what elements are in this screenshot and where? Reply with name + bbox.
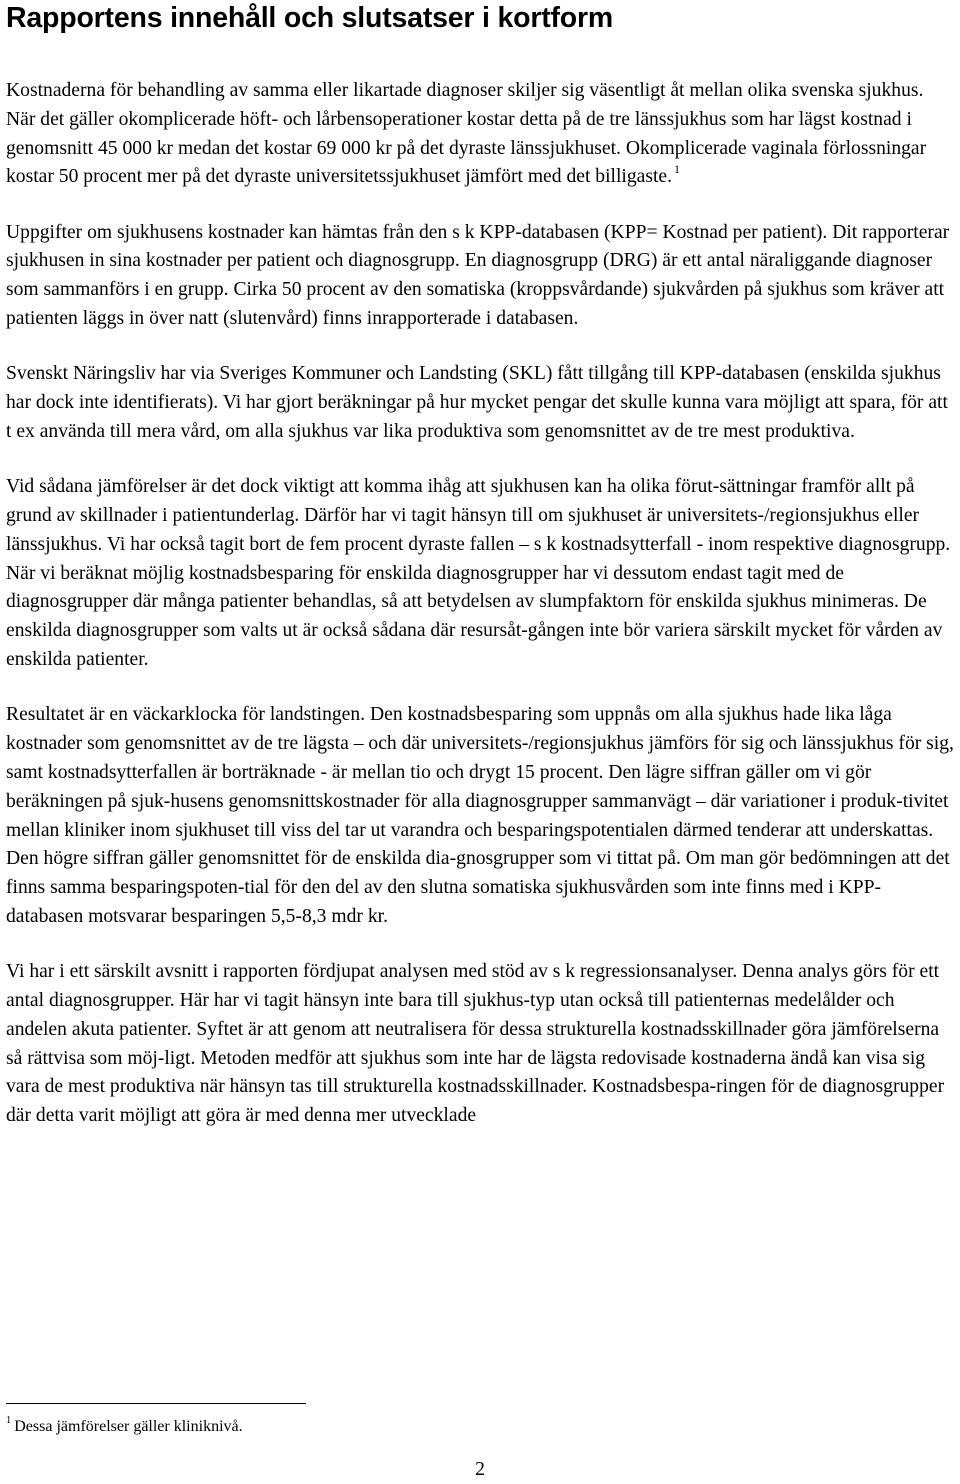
paragraph-2: Uppgifter om sjukhusens kostnader kan hämtas från den s k KPP-databasen (KPP= Kostnad per patient). Dit rapporterar sjukhusen in sina kostnader per patient och diagnosgrupp. En diagnosgrupp (DRG) är ett antal näraliggande diagnoser som sammanförs i en grupp. Cirka 50 procent av den somatiska (kroppsvårdande) sjukvården på sjukhus som kräver att patienten läggs in över natt (slutenvård) finns inrapporterade i databasen. [6, 221, 950, 330]
paragraph-4: Vid sådana jämförelser är det dock viktigt att komma ihåg att sjukhusen kan ha olika förut-sättningar framför allt på grund av skillnader i patientunderlag. Därför har vi tagit hänsyn till om sjukhuset är universitets-/regionsjukhus eller länssjukhus. Vi har också tagit bort de fem procent dyraste fallen – s k kostnadsytterfall - inom respektive diagnosgrupp. När vi beräknat möjlig kostnadsbesparing för enskilda diagnosgrupper har vi dessutom endast tagit med de diagnosgrupper där många patienter behandlas, så att betydelsen av slumpfaktorn för enskilda sjukhus minimeras. De enskilda diagnosgrupper som valts ut är också sådana där resursåt-gången inte bör variera särskilt mycket för vården av enskilda patienter. [6, 476, 951, 671]
footnote-divider [6, 1403, 306, 1404]
body-text [6, 77, 956, 1131]
paragraph-5: Resultatet är en väckarklocka för landstingen. Den kostnadsbesparing som uppnås om alla sjukhus hade lika låga kostnader som genomsnittet av de tre lägsta – och där universitets-/regionsjukhus jämförs för sig och länssjukhus för sig, samt kostnadsytterfallen är borträknade - är mellan tio och drygt 15 procent. Den lägre siffran gäller om vi gör beräkningen på sjuk-husens genomsnittskostnader för alla diagnosgrupper sammanvägt – där variationer i produk-tivitet mellan kliniker inom sjukhuset till viss del tar ut varandra och besparingspotentialen därmed tenderar att underskattas. Den högre siffran gäller genomsnittet för de enskilda dia-gnosgrupper som vi tittat på. Om man gör bedömningen att det finns samma besparingspoten-tial för den del av den slutna somatiska sjukhusvården som inte finns med i KPP-databasen motsvarar besparingen 5,5-8,3 mdr kr. [6, 704, 954, 927]
paragraph-3: Svenskt Näringsliv har via Sveriges Kommuner och Landsting (SKL) fått tillgång till KPP-databasen (enskilda sjukhus har dock inte identifierats). Vi har gjort beräkningar på hur mycket pengar det skulle kunna vara möjligt att spara, för att t ex använda till mera vård, om alla sjukhus var lika produktiva som genomsnittet av de tre mest produktiva. [6, 363, 948, 442]
footnote [6, 1417, 243, 1437]
page-title: Rapportens innehåll och slutsatser i kortform [6, 2, 614, 34]
paragraph-1-text: Kostnaderna för behandling av samma eller likartade diagnoser skiljer sig väsentligt åt mellan olika svenska sjukhus. När det gäller okomplicerade höft- och lårbensoperationer kostar detta på de tre länssjukhus som har lägst kostnad i genomsnitt 45 000 kr medan det kostar 69 000 kr på det dyraste länssjukhuset. Okomplicerade vaginala förlossningar kostar 50 procent mer på det dyraste universitetssjukhuset jämfört med det billigaste. [6, 80, 927, 188]
document-page [6, 0, 956, 1131]
page-number: 2 [475, 1459, 485, 1480]
paragraph-6: Vi har i ett särskilt avsnitt i rapporten fördjupat analysen med stöd av s k regressionsanalyser. Denna analys görs för ett antal diagnosgrupper. Här har vi tagit hänsyn inte bara till sjukhus-typ utan också till patienternas medelålder och andelen akuta patienter. Syftet är att genom att neutralisera för dessa strukturella kostnadsskillnader göra jämförelserna så rättvisa som möj-ligt. Metoden medför att sjukhus som inte har de lägsta redovisade kostnaderna ändå kan visa sig vara de mest produktiva när hänsyn tas till strukturella kostnadsskillnader. Kostnadsbespa-ringen för de diagnosgrupper där detta varit möjligt att göra är med denna mer utvecklade [6, 961, 945, 1127]
footnote-reference: 1 [674, 162, 681, 177]
footnote-number: 1 [6, 1415, 12, 1426]
paragraph-1 [6, 77, 956, 192]
footnote-text: Dessa jämförelser gäller kliniknivå. [14, 1418, 243, 1435]
